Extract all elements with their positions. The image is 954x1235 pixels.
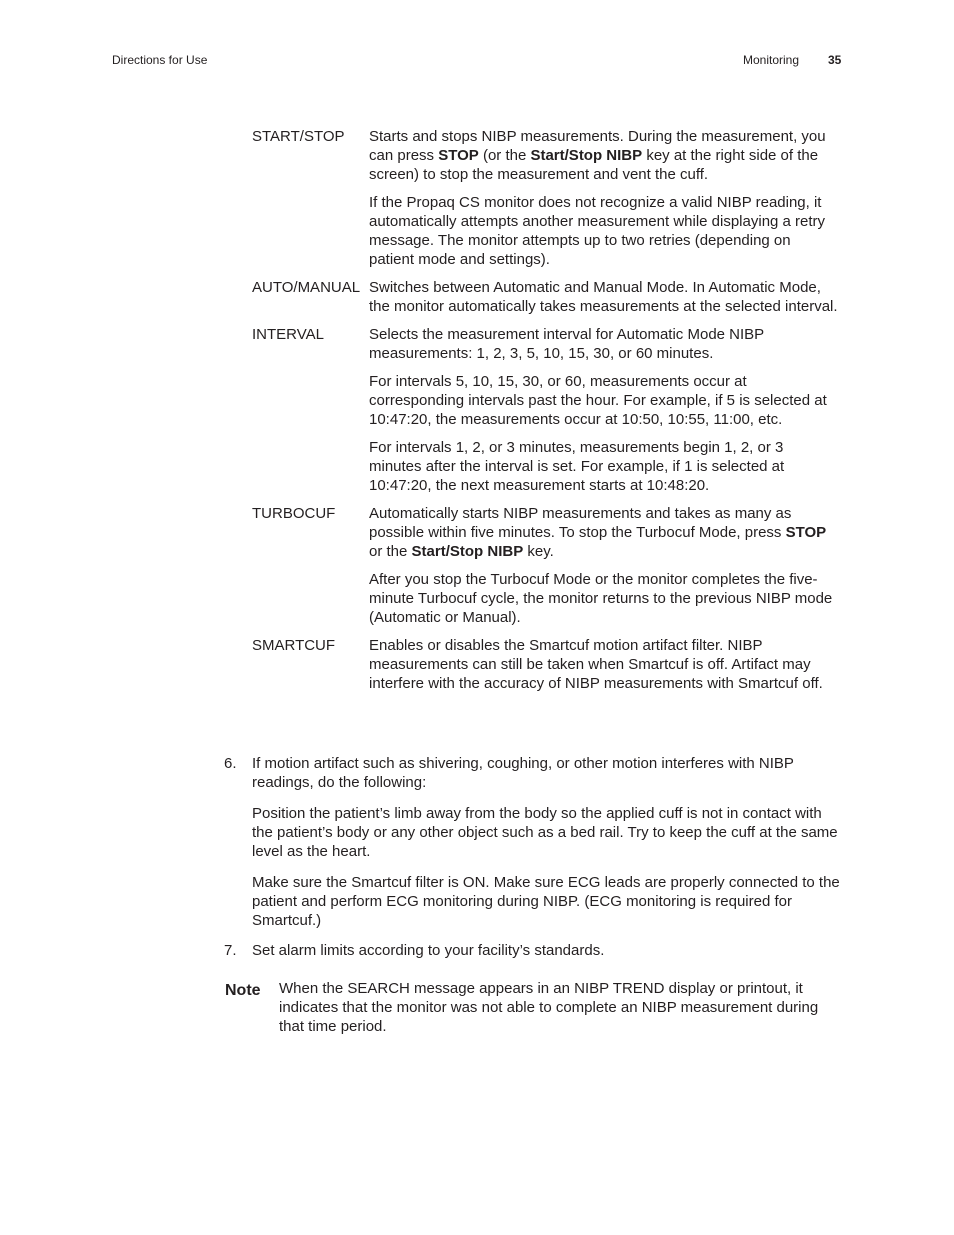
bold-key-name: Start/Stop NIBP <box>411 543 524 560</box>
note-label: Note <box>225 982 261 999</box>
definition-term: START/STOP <box>252 128 345 145</box>
step-paragraph: Position the patient’s limb away from the body so the applied cuff is not in contact with the patient’s body or any other object such as a bed rail. Try to keep the cuff at the same level as the heart. <box>252 805 838 860</box>
page-number: 35 <box>828 53 842 67</box>
definition-turbocuf <box>252 504 842 627</box>
text-run: key. <box>523 543 554 560</box>
bold-key-name: STOP <box>438 147 479 164</box>
definition-body <box>369 325 839 495</box>
definition-paragraph: For intervals 1, 2, or 3 minutes, measurements begin 1, 2, or 3 minutes after the interval is set. For example, if 1 is selected at 10:47:20, the next measurement starts at 10:48:20. <box>369 439 785 494</box>
definition-body <box>369 636 839 693</box>
step-paragraph: If motion artifact such as shivering, coughing, or other motion interferes with NIBP readings, do the following: <box>252 755 794 791</box>
note-text: When the SEARCH message appears in an NIBP TREND display or printout, it indicates that the monitor was not able to complete an NIBP measurement during that time period. <box>279 980 819 1035</box>
text-run: Automatically starts NIBP measurements and takes as many as possible within five minutes. To stop the Turbocuf Mode, press <box>369 505 792 541</box>
definition-paragraph <box>369 127 839 184</box>
step-6 <box>224 754 844 942</box>
text-run: key at the right side of the screen) to stop the measurement and vent the cuff. <box>369 147 819 183</box>
definition-start-stop <box>252 127 842 269</box>
step-7 <box>224 941 844 972</box>
definition-interval <box>252 325 842 495</box>
definition-paragraph: Enables or disables the Smartcuf motion artifact filter. NIBP measurements can still be taken when Smartcuf is off. Artifact may interfere with the accuracy of NIBP measurements with Smartcuf off. <box>369 637 823 692</box>
nibp-key-definitions <box>252 127 842 702</box>
step-body <box>252 754 844 930</box>
definition-term: SMARTCUF <box>252 637 336 654</box>
step-paragraph: Set alarm limits according to your facility’s standards. <box>252 942 605 959</box>
definition-smartcuf <box>252 636 842 693</box>
definition-paragraph: Selects the measurement interval for Automatic Mode NIBP measurements: 1, 2, 3, 5, 10, 15, 30, or 60 minutes. <box>369 326 764 362</box>
text-run: or the <box>369 543 412 560</box>
definition-body <box>369 504 839 627</box>
definition-paragraph: After you stop the Turbocuf Mode or the monitor completes the five-minute Turbocuf cycle, the monitor returns to the previous NIBP mode (Automatic or Manual). <box>369 571 833 626</box>
text-run: (or the <box>478 147 531 164</box>
definition-body <box>369 278 839 316</box>
definition-auto-manual <box>252 278 842 316</box>
bold-key-name: Start/Stop NIBP <box>530 147 643 164</box>
definition-paragraph: For intervals 5, 10, 15, 30, or 60, measurements occur at corresponding intervals past the hour. For example, if 5 is selected at 10:47:20, the measurements occur at 10:50, 10:55, 11:00, etc. <box>369 373 827 428</box>
running-header-section: Monitoring <box>743 53 800 67</box>
step-body <box>252 941 844 960</box>
note-block <box>225 979 845 1036</box>
definition-paragraph <box>369 504 839 561</box>
bold-key-name: STOP <box>785 524 827 541</box>
step-number: 6. <box>224 755 237 772</box>
running-header-title: Directions for Use <box>112 53 208 67</box>
definition-term: TURBOCUF <box>252 505 336 522</box>
definition-term: AUTO/MANUAL <box>252 279 361 296</box>
definition-paragraph: If the Propaq CS monitor does not recognize a valid NIBP reading, it automatically attempts another measurement while displaying a retry message. The monitor attempts up to two retries (depending on patient mode and settings). <box>369 194 826 268</box>
step-paragraph: Make sure the Smartcuf filter is ON. Make sure ECG leads are properly connected to the patient and perform ECG monitoring during NIBP. (ECG monitoring is required for Smartcuf.) <box>252 874 840 929</box>
step-number: 7. <box>224 942 237 959</box>
definition-body <box>369 127 839 269</box>
text-run: Starts and stops NIBP measurements. During the measurement, you can press <box>369 128 826 164</box>
definition-paragraph: Switches between Automatic and Manual Mode. In Automatic Mode, the monitor automatically takes measurements at the selected interval. <box>369 279 838 315</box>
definition-term: INTERVAL <box>252 326 324 343</box>
